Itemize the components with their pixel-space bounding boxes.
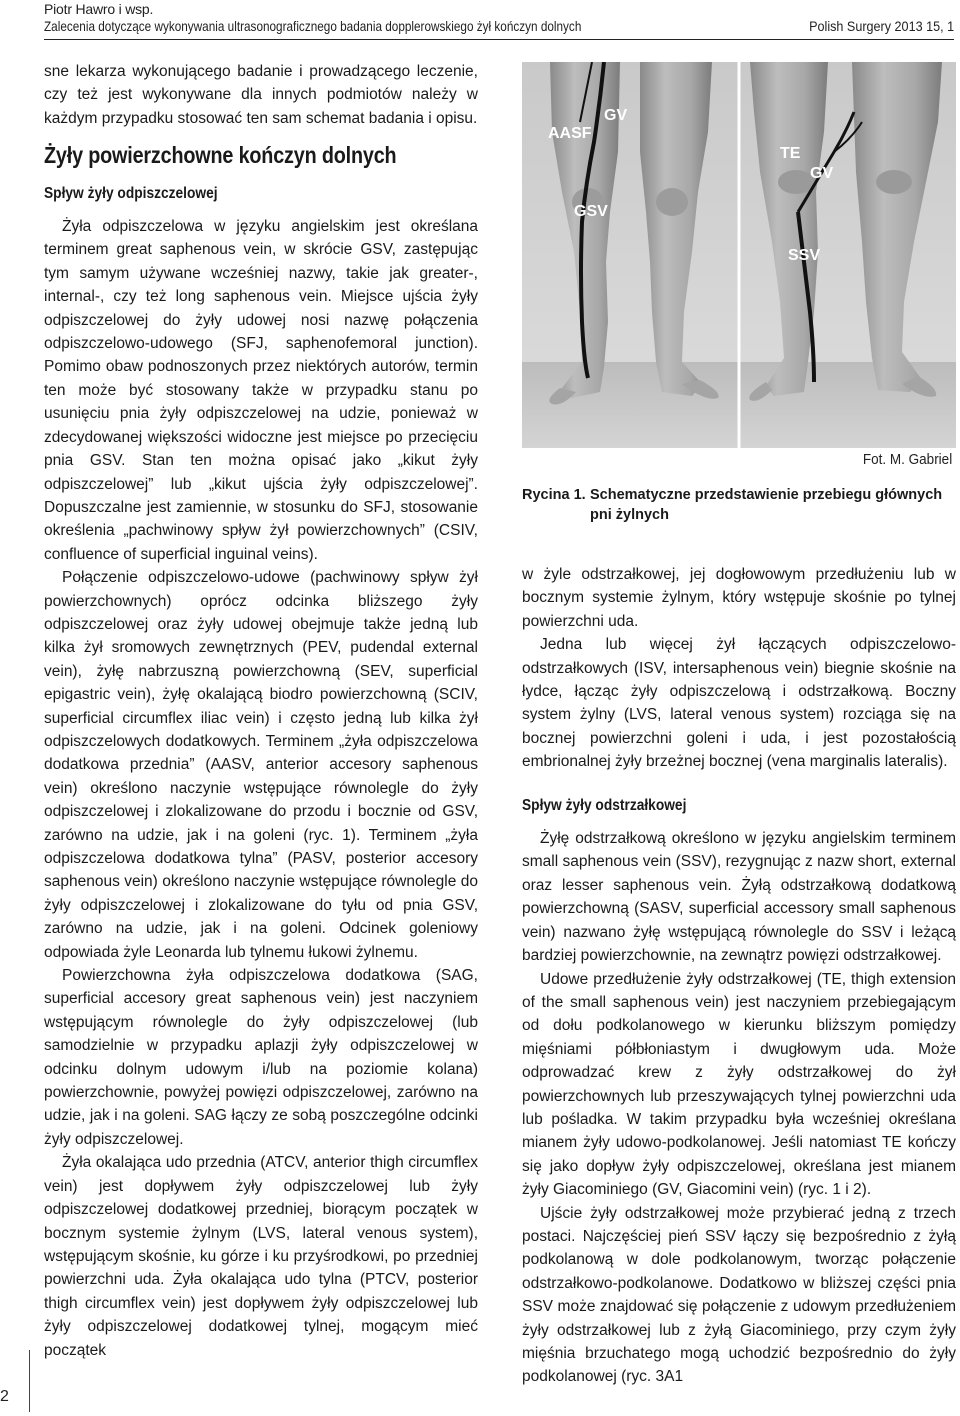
page-number: 2 <box>0 1388 9 1405</box>
label-gv-left: GV <box>604 107 628 124</box>
subsection-title-gsv: Spływ żyły odpiszczelowej <box>44 184 218 202</box>
header-authors: Piotr Hawro i wsp. <box>44 1 154 17</box>
paragraph-ssv-3: Ujście żyły odstrzałkowej może przybierać jedną z trzech postaci. Najczęściej pień SSV łączy się bezpośrednio z żyłą podkolanową w dole podkolanowym, tworząc połączenie odstrzałkowo-podkolanowe. Dodatkowo w bliższej części pnia SSV może znajdować się połączenie z udowym przedłużeniem żyły odstrzałkowej lub z żyłą Giacominiego, przy czym żyły mięśnia brzuchatego mogą uchodzić bezpośrednio do żyły podkolanowej (ryc. 3A1 <box>522 1204 956 1386</box>
header-journal: Polish Surgery 2013 15, 1 <box>809 18 954 34</box>
right-column <box>522 563 956 1389</box>
paragraph-right-1: w żyle odstrzałkowej, jej dogłowowym przedłużeniu lub w bocznym systemie żylnym, który wstępuje skośnie po tylnej powierzchni uda. <box>522 566 956 630</box>
paragraph-gsv-1: Żyła odpiszczelowa w języku angielskim jest określana terminem great saphenous vein, w skrócie GSV, zastępując tym samym używane wcześniej nazwy, takie jak greater-, internal-, czy też long saphenous vein. Miejsce ujścia żyły odpiszczelowej do żyły udowej nosi nazwę połączenia odpiszczelowo-udowego (SFJ, saphenofemoral junction). Pomimo obaw podnoszonych przez niektórych autorów, termin ten może być stosowany także w przypadku stanu po usunięciu pnia żyły odpiszczelowej na udzie, ponieważ w zdecydowanej większości widoczne jest miejsce po przecięciu pnia GSV. Stan ten można opisać jako „kikut żyły odpiszczelowej” lub „kikut ujścia żyły odpiszczelowej”. Dopuszczalne jest zamiennie, w stosunku do SFJ, stosowanie określenia „pachwinowy spływ żył powierzchownych” (CSIV, confluence of superficial inguinal veins). <box>44 218 478 563</box>
paragraph-ssv-1: Żyłę odstrzałkową określono w języku angielskim terminem small saphenous vein (SSV), rezygnując z nazw short, external oraz lesser saphenous vein. Żyłą odstrzałkową dodatkową powierzchowną (SASV, superficial accessory small saphenous vein) nazwano żyłę wstępującą równolegle do SSV i leżącą bardziej powierzchownie, na zewnątrz powięzi odstrzałkowej. <box>522 830 956 965</box>
paragraph-ssv-2: Udowe przedłużenie żyły odstrzałkowej (TE, thigh extension of the small saphenous vein) jest naczyniem przebiegającym od dołu podkolanowego w kierunku bliższym pomiędzy mięśniami półbłoniastym i dwugłowym uda. Może odprowadzać krew z żyły odstrzałkowej do żył powierzchownych lub przeszywających tylnej powierzchni uda lub pośladka. W takim przypadku była wcześniej określana mianem żyły udowo-podkolanowej. Jeśli natomiast TE kończy się jako dopływ żyły odpiszczelowej, określana jest mianem żyły Giacominiego (GV, Giacomini vein) (ryc. 1 i 2). <box>522 970 956 1199</box>
figure-legs-photo <box>522 62 956 448</box>
subsection-title-ssv: Spływ żyły odstrzałkowej <box>522 796 687 814</box>
figure-caption <box>522 485 956 525</box>
caption-text-1: Schematyczne przedstawienie przebiegu głównych <box>590 487 943 503</box>
margin-rule <box>29 1350 30 1412</box>
caption-text-2: pni żylnych <box>590 507 669 523</box>
caption-label: Rycina 1. <box>522 487 586 503</box>
label-te: TE <box>780 145 801 162</box>
left-column <box>44 60 478 1362</box>
legs-illustration <box>522 62 956 448</box>
paragraph-right-2: Jedna lub więcej żył łączących odpiszczelowo-odstrzałkowych (ISV, intersaphenous vein) biegnie skośnie na łydce, łącząc żyły odpiszczelową i odstrzałkową. Boczny system żylny (LVS, lateral venous system) rozciąga się na bocznej powierzchni goleni i uda, i jest pozostałością embrionalnej żyły brzeżnej bocznej (vena marginalis lateralis). <box>522 636 956 771</box>
label-ssv: SSV <box>788 247 821 264</box>
paragraph-gsv-4: Żyła okalająca udo przednia (ATCV, anterior thigh circumflex vein) jest dopływem żyły odpiszczelowej lub żyły odpiszczelowej dodatkowej przedniej, biorącym początek w bocznym systemie żylnym (LVS, lateral venous system), wstępującym skośnie, ku górze i ku przyśrodkowi, po przedniej powierzchni uda. Żyła okalająca udo tylna (PTCV, posterior thigh circumflex vein) jest dopływem żyły odpiszczelowej lub żyły odpiszczelowej dodatkowej tylnej, mogącym mieć początek <box>44 1154 478 1359</box>
paragraph-gsv-2: Połączenie odpiszczelowo-udowe (pachwinowy spływ żył powierzchownych) oprócz odcinka bliższego żyły odpiszczelowej oraz żyły udowej obejmuje także jedną lub kilka żył sromowych zewnętrznych (PEV, pudendal external vein), żyłę nabrzuszną powierzchowną (SEV, superficial epigastric vein), żyłę okalającą biodro powierzchowną (SCIV, superficial circumflex iliac vein) i często jedną lub kilka żył odpiszczelowych dodatkowych. Terminem „żyła odpiszczelowa dodatkowa przednia” (AASV, anterior accesory saphenous vein) określono naczynie wstępujące równolegle do żyły odpiszczelowej i zlokalizowane do przodu i bocznie od GSV, zarówno na udzie, jak i na goleni (ryc. 1). Terminem „żyła odpiszczelowa dodatkowa tylna” (PASV, posterior accesory saphenous vein) określono naczynie wstępujące równolegle do żyły odpiszczelowej i zlokalizowane do tyłu od pnia GSV, zarówno na udzie, jak i na goleni. Odcinek goleniowy odpowiada żyle Leonarda lub tylnemu łukowi żylnemu. <box>44 569 478 961</box>
section-title: Żyły powierzchowne kończyn dolnych <box>44 142 397 169</box>
intro-paragraph: sne lekarza wykonującego badanie i prowadzącego leczenie, czy też jest wykonywane dla innych podmiotów należy w każdym przypadku stosować ten sam schemat badania i opisu. <box>44 63 478 127</box>
header-title: Zalecenia dotyczące wykonywania ultrasonograficznego badania dopplerowskiego żył kończyn dolnych <box>44 18 582 34</box>
running-head <box>44 0 954 40</box>
paragraph-gsv-3: Powierzchowna żyła odpiszczelowa dodatkowa (SAG, superficial accesory great saphenous vein) jest naczyniem wstępującym równolegle do żyły odpiszczelowej (lub samodzielnie w przypadku aplazji żyły odpiszczelowej w odcinku dolnym udowym i/lub na poziomie kolana) powierzchownie, powyżej powięzi odpiszczelowej, zarówno na udzie, jak i na goleni. SAG łączy ze sobą poszczególne odcinki żyły odpiszczelowej. <box>44 967 478 1148</box>
label-gsv: GSV <box>574 203 608 220</box>
figure-credit: Fot. M. Gabriel <box>862 451 952 468</box>
label-gv-right: GV <box>810 165 834 182</box>
label-aasf: AASF <box>548 125 592 142</box>
